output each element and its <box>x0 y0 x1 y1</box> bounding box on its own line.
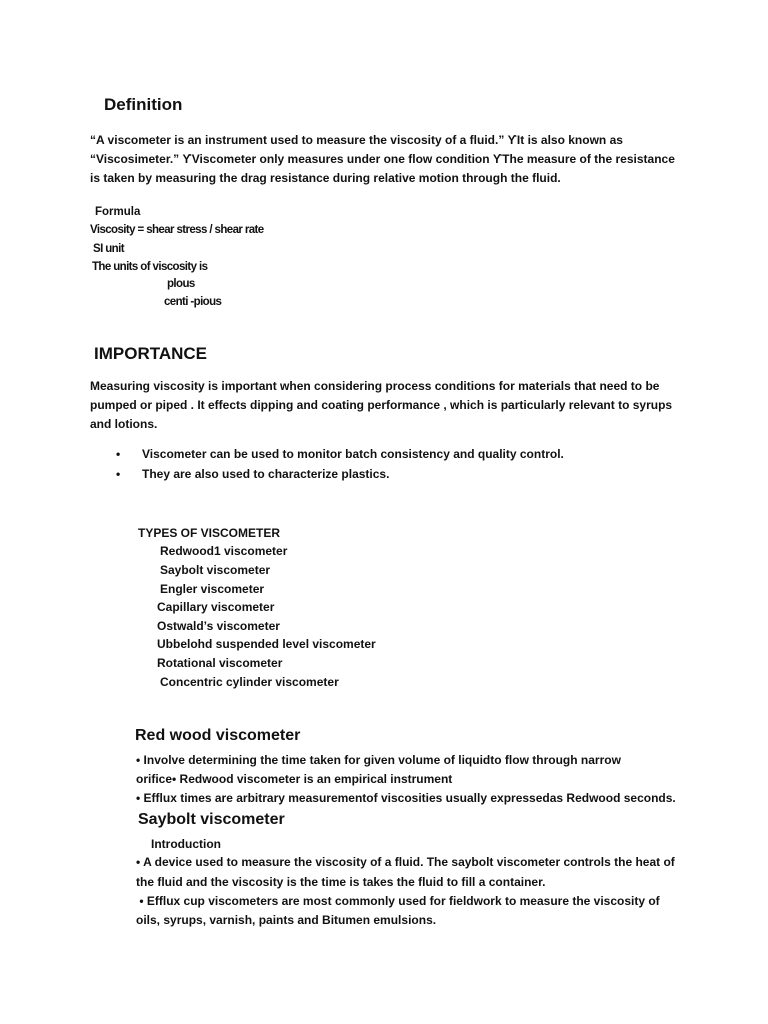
unit-centi-pious: centi -pious <box>164 296 222 308</box>
bullet-text: They are also used to characterize plastics. <box>142 467 390 481</box>
definition-line-1: “A viscometer is an instrument used to measure the viscosity of a fluid.” ϒIt is also known as <box>90 133 623 147</box>
saybolt-line-1: • A device used to measure the viscosity of a fluid. The saybolt viscometer controls the heat of <box>136 855 675 869</box>
types-item-redwood: Redwood1 viscometer <box>160 544 288 558</box>
saybolt-line-2: the fluid and the viscosity is the time is takes the fluid to fill a container. <box>136 875 546 889</box>
formula-heading: Formula <box>95 206 141 218</box>
formula-equation: Viscosity = shear stress / shear rate <box>90 224 264 236</box>
si-unit-heading: SI unit <box>93 243 124 255</box>
types-item-capillary: Capillary viscometer <box>157 600 275 614</box>
bullet-icon: • <box>116 447 121 461</box>
importance-line-2: pumped or piped . It effects dipping and coating performance , which is particularly relevant to syrups <box>90 398 673 412</box>
types-item-ubbelohd: Ubbelohd suspended level viscometer <box>157 637 376 651</box>
definition-line-3: is taken by measuring the drag resistance during relative motion through the fluid. <box>90 171 561 185</box>
redwood-heading: Red wood viscometer <box>135 727 301 744</box>
types-heading: TYPES OF VISCOMETER <box>138 526 281 540</box>
types-item-concentric: Concentric cylinder viscometer <box>160 675 339 689</box>
importance-bullet-1 <box>116 445 564 465</box>
bullet-text: Viscometer can be used to monitor batch consistency and quality control. <box>142 447 564 461</box>
types-item-saybolt: Saybolt viscometer <box>160 563 271 577</box>
redwood-line-3: • Efflux times are arbitrary measurementof viscosities usually expressedas Redwood seconds. <box>136 791 676 805</box>
definition-line-2: “Viscosimeter.” ϒViscometer only measures under one flow condition ϒThe measure of the resistance <box>90 152 675 166</box>
bullet-icon: • <box>116 467 121 481</box>
importance-line-3: and lotions. <box>90 417 158 431</box>
importance-heading: IMPORTANCE <box>94 344 208 363</box>
unit-plous: plous <box>167 278 195 290</box>
types-item-ostwald: Ostwald’s viscometer <box>157 619 280 633</box>
redwood-line-2: orifice• Redwood viscometer is an empirical instrument <box>136 772 453 786</box>
types-item-engler: Engler viscometer <box>160 582 265 596</box>
saybolt-line-3: • Efflux cup viscometers are most commonly used for fieldwork to measure the viscosity of <box>136 894 660 908</box>
types-item-rotational: Rotational viscometer <box>157 656 283 670</box>
saybolt-subheading: Introduction <box>151 837 221 851</box>
importance-bullet-2 <box>116 465 389 485</box>
definition-heading: Definition <box>104 95 183 114</box>
saybolt-line-4: oils, syrups, varnish, paints and Bitumen emulsions. <box>136 913 437 927</box>
redwood-line-1: • Involve determining the time taken for given volume of liquidto flow through narrow <box>136 753 621 767</box>
units-intro: The units of viscosity is <box>92 261 208 273</box>
importance-line-1: Measuring viscosity is important when considering process conditions for materials that need to be <box>90 379 660 393</box>
saybolt-heading: Saybolt viscometer <box>138 811 285 828</box>
